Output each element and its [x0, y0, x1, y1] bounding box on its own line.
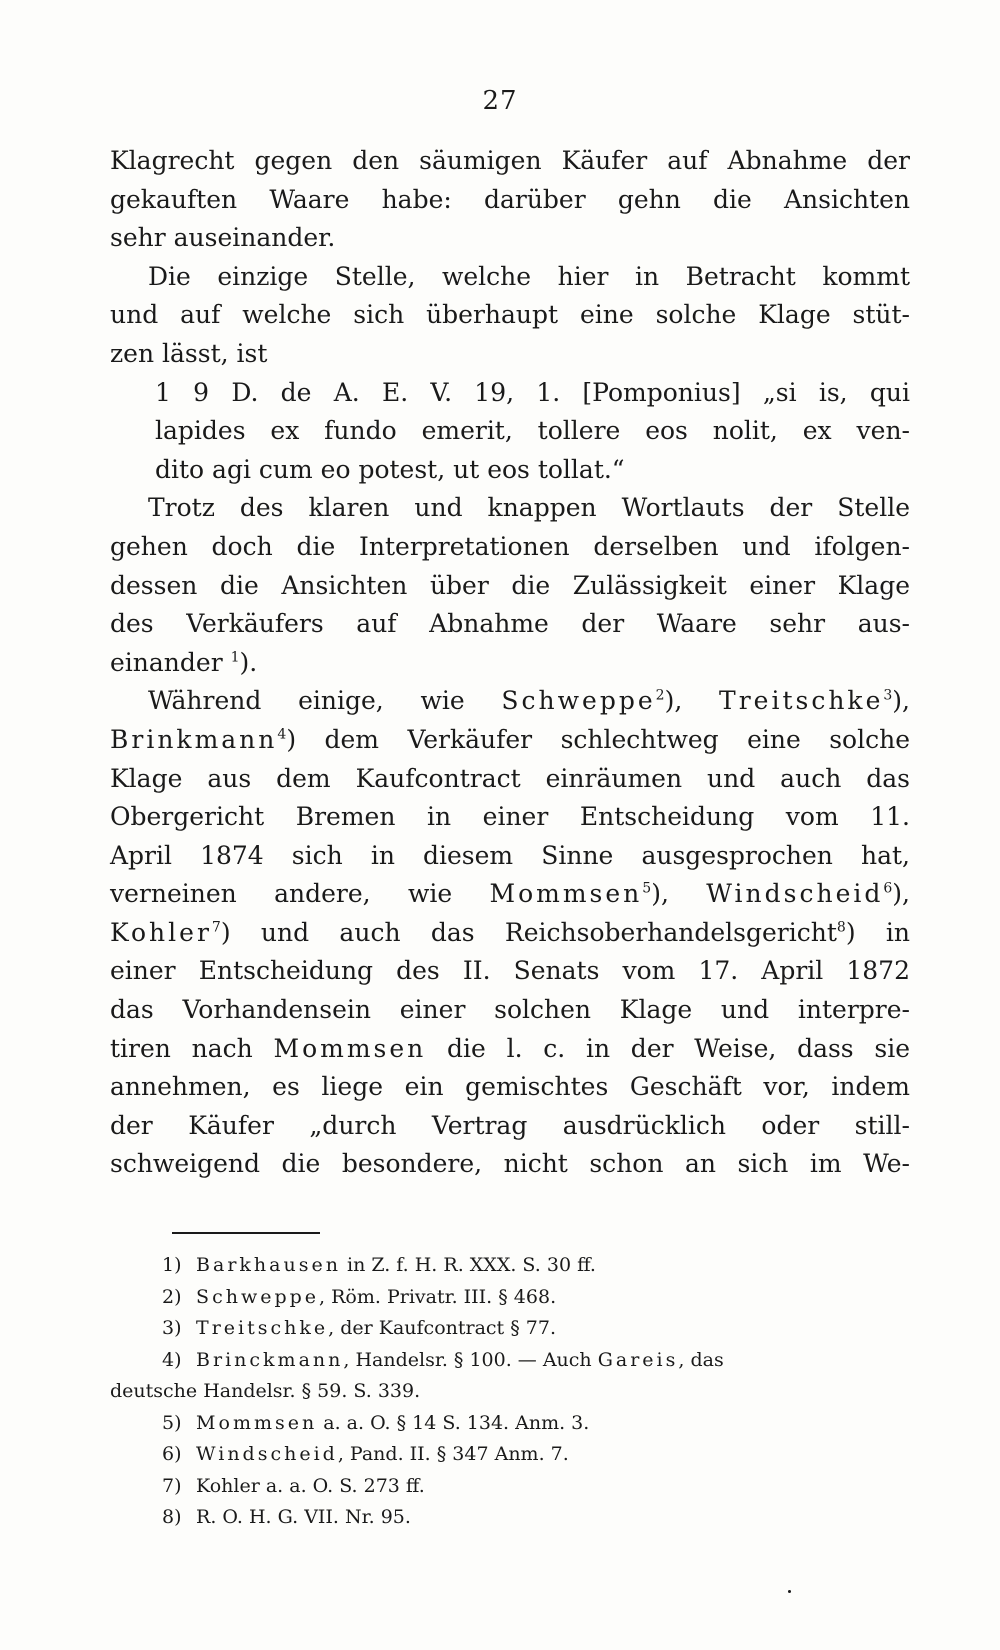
author-name: Schweppe — [501, 686, 656, 716]
author-name: Treitschke — [719, 686, 884, 716]
footnote-divider — [172, 1232, 320, 1234]
footnote-text: , der Kaufcontract § 77. — [328, 1317, 556, 1339]
footnote-marker: 7 — [211, 919, 221, 936]
body-text — [110, 142, 910, 1184]
footnote-text: R. O. H. G. VII. Nr. 95. — [196, 1506, 411, 1528]
text-line: schweigend die besondere, nicht schon an sich im We- — [110, 1149, 910, 1179]
text-line: gekauften Waare habe: darüber gehn die Ansichten — [110, 184, 910, 214]
footnote — [110, 1471, 910, 1503]
text-line: annehmen, es liege ein gemischtes Geschäft vor, indem — [110, 1072, 910, 1102]
footnote-marker: 1 — [230, 649, 240, 666]
footnote-marker: 6 — [883, 880, 893, 897]
footnote — [110, 1439, 910, 1471]
text-line: des Verkäufers auf Abnahme der Waare sehr aus- — [110, 609, 910, 639]
footnote-number: 6) — [162, 1443, 182, 1465]
quote-line: 1 9 D. de A. E. V. 19, 1. [Pomponius] „si is, qui — [155, 377, 910, 407]
text-segment: einander — [110, 647, 223, 677]
footnote-text: , das — [678, 1348, 724, 1371]
text-line: einer Entscheidung des II. Senats vom 17. April 1872 — [110, 956, 910, 986]
footnote-marker: 3 — [883, 687, 893, 704]
text-segment: ) und auch das Reichsoberhandelsgericht — [220, 917, 837, 947]
text-line — [110, 644, 910, 683]
ink-speck — [788, 1590, 791, 1593]
author-name: Gareis — [597, 1348, 679, 1371]
author-name: Barkhausen — [196, 1254, 341, 1276]
footnote — [110, 1282, 910, 1314]
text-line: gehen doch die Interpretationen derselben und ifolgen- — [110, 531, 910, 561]
text-line — [110, 721, 910, 760]
quote-line: lapides ex fundo emerit, tollere eos nolit, ex ven- — [155, 416, 910, 446]
text-segment: die l. c. in der Weise, dass sie — [426, 1033, 911, 1063]
text-segment: ) in — [845, 917, 911, 947]
text-line — [110, 682, 910, 721]
text-segment: Während einige, wie — [148, 686, 502, 716]
page-number: 27 — [482, 86, 518, 116]
text-segment: ), — [892, 879, 910, 909]
text-line: Die einzige Stelle, welche hier in Betracht kommt — [148, 261, 910, 291]
text-line: der Käufer „durch Vertrag ausdrücklich oder still- — [110, 1110, 910, 1140]
author-name: Windscheid — [196, 1443, 338, 1465]
footnote-text: a. a. O. S. 273 ff. — [259, 1474, 425, 1497]
author-name: Mommsen — [273, 1033, 427, 1063]
author-name: Treitschke — [196, 1317, 329, 1339]
footnote-number: 8) — [162, 1506, 182, 1528]
footnote-text: a. a. O. § 14 S. 134. Anm. 3. — [317, 1411, 590, 1434]
footnote-marker: 5 — [642, 880, 652, 897]
footnote — [110, 1313, 910, 1345]
text-segment: verneinen andere, wie — [110, 879, 490, 909]
author-name: Windscheid — [706, 879, 884, 909]
text-segment: tiren nach — [110, 1033, 274, 1063]
author-name: Brinkmann — [110, 724, 278, 754]
footnote — [110, 1250, 910, 1282]
text-line: sehr auseinander. — [110, 223, 336, 253]
text-line: das Vorhandensein einer solchen Klage und interpre- — [110, 995, 910, 1025]
text-line: Klagrecht gegen den säumigen Käufer auf Abnahme der — [110, 146, 910, 175]
text-segment: ), — [664, 686, 720, 716]
text-line: Obergericht Bremen in einer Entscheidung vom 11. — [110, 802, 910, 832]
footnote-marker: 4 — [277, 726, 287, 743]
footnote-text: , Pand. II. § 347 Anm. 7. — [337, 1443, 569, 1465]
text-line: zen lässt, ist — [110, 338, 268, 368]
text-line: Trotz des klaren und knappen Wortlauts der Stelle — [148, 493, 910, 523]
footnote-number: 3) — [162, 1317, 182, 1339]
footnote-text: in Z. f. H. R. XXX. S. 30 ff. — [340, 1254, 596, 1276]
footnote-text: , Röm. Privatr. III. § 468. — [319, 1285, 557, 1308]
author-name: Mommsen — [196, 1411, 318, 1434]
text-line: April 1874 sich in diesem Sinne ausgesprochen hat, — [110, 840, 910, 870]
text-line — [110, 914, 910, 953]
text-line — [110, 1030, 910, 1069]
author-name: Kohler — [196, 1474, 260, 1497]
text-segment: ) dem Verkäufer schlechtweg eine solche — [286, 724, 910, 754]
text-segment: ), — [651, 879, 707, 909]
footnote — [110, 1502, 910, 1534]
author-name: Mommsen — [489, 879, 643, 909]
text-line: dessen die Ansichten über die Zulässigkeit einer Klage — [110, 570, 910, 600]
footnote — [110, 1345, 910, 1377]
footnote-marker: 2 — [655, 687, 665, 704]
footnote-continuation: deutsche Handelsr. § 59. S. 339. — [110, 1380, 421, 1402]
quote-line: dito agi cum eo potest, ut eos tollat.“ — [155, 454, 625, 484]
text-segment: ), — [892, 686, 910, 716]
author-name: Kohler — [110, 917, 212, 947]
footnote-text: , Handelsr. § 100. — Auch — [343, 1348, 598, 1371]
footnotes — [110, 1250, 910, 1534]
footnote-number: 7) — [162, 1474, 182, 1497]
author-name: Brinckmann — [196, 1348, 344, 1371]
text-line — [110, 875, 910, 914]
text-segment: ). — [239, 647, 258, 677]
footnote — [110, 1408, 910, 1440]
footnote-number: 5) — [162, 1411, 182, 1434]
author-name: Schweppe — [196, 1285, 320, 1308]
footnote-number: 4) — [162, 1348, 182, 1371]
text-line: und auf welche sich überhaupt eine solche Klage stüt- — [110, 300, 910, 330]
text-line: Klage aus dem Kaufcontract einräumen und auch das — [110, 763, 910, 793]
footnote-marker: 8 — [836, 919, 846, 936]
footnote-number: 2) — [162, 1285, 182, 1308]
footnote-number: 1) — [162, 1254, 182, 1276]
